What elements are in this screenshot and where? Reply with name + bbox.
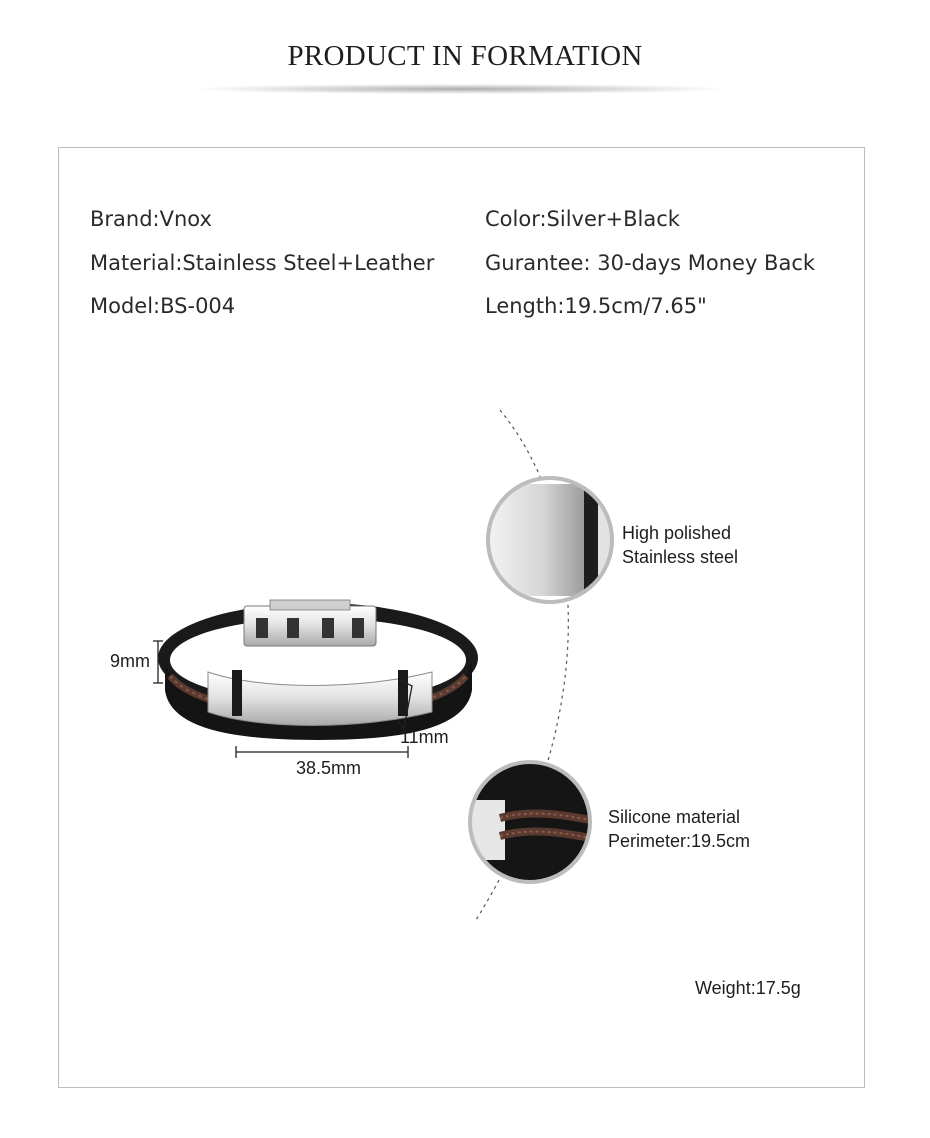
- dim-height-label: 9mm: [110, 651, 150, 671]
- spec-length: Length:19.5cm/7.65": [485, 294, 707, 318]
- weight-label: Weight:17.5g: [695, 978, 801, 998]
- callout-silicone-line2: Perimeter:19.5cm: [608, 831, 751, 851]
- callout-steel-line2: Stainless steel: [622, 547, 739, 567]
- callout-steel: [622, 521, 738, 569]
- callout-silicone-line1: Silicone material: [608, 807, 741, 827]
- spec-brand: Brand:Vnox: [90, 207, 212, 231]
- dim-thickness-label: 11mm: [400, 727, 449, 747]
- spec-guarantee: Gurantee: 30-days Money Back: [485, 251, 816, 275]
- bracelet: [158, 600, 478, 740]
- spec-model: Model:BS-004: [90, 294, 236, 318]
- detail-circle-steel: [480, 470, 628, 610]
- callout-silicone: [608, 805, 750, 853]
- dim-width-label: 38.5mm: [296, 758, 362, 778]
- spec-color: Color:Silver+Black: [485, 207, 680, 231]
- detail-circle-silicone: [465, 758, 595, 888]
- callout-steel-line1: High polished: [622, 523, 732, 543]
- page-title: PRODUCT IN FORMATION: [287, 40, 643, 72]
- spec-material: Material:Stainless Steel+Leather: [90, 251, 435, 275]
